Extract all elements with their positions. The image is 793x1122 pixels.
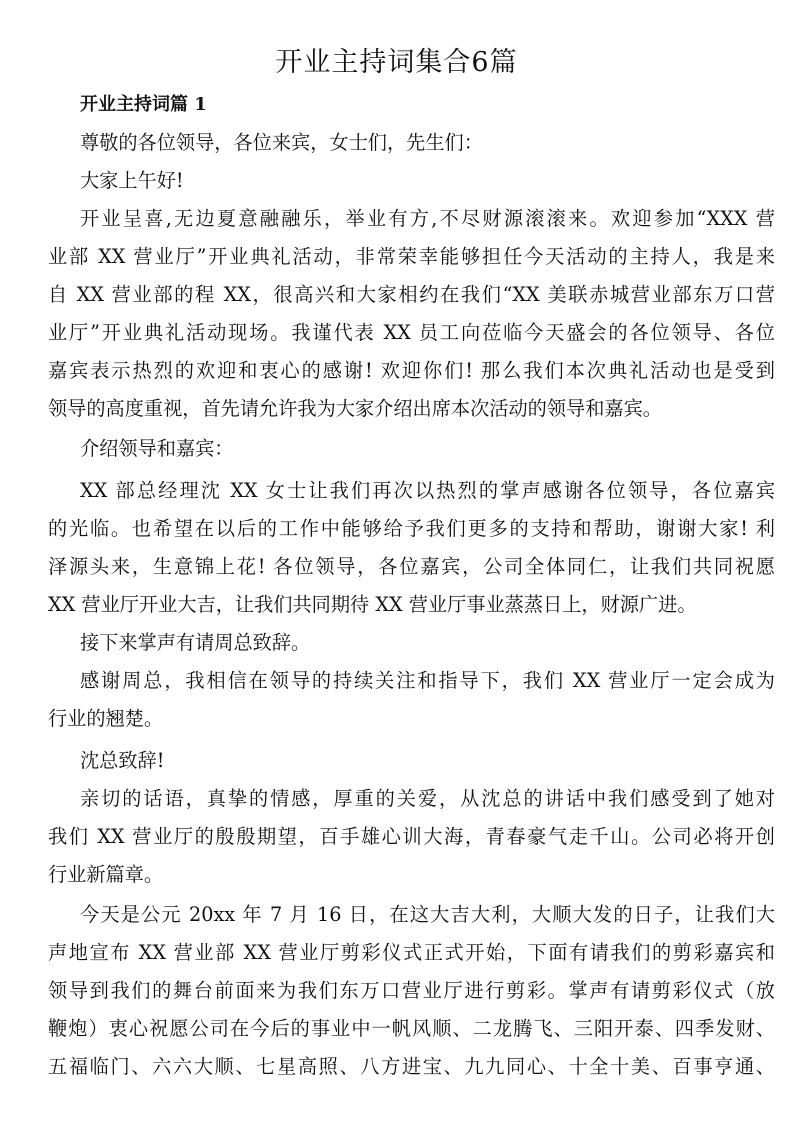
text-line: 沈总致辞! <box>80 749 165 772</box>
document-title: 开业主持词集合6篇 <box>275 47 518 79</box>
text-line: 业厅”开业典礼活动现场。我谨代表 XX 员工向莅临今天盛会的各位领导、各位 <box>48 321 775 344</box>
text-line: 接下来掌声有请周总致辞。 <box>80 631 311 654</box>
text-line: 亲切的话语，真挚的情感，厚重的关爱，从沈总的讲话中我们感受到了她对 <box>80 787 775 810</box>
text-line: 今天是公元 20xx 年 7 月 16 日，在这大吉大利，大顺大发的日子，让我们大 <box>80 903 775 926</box>
text-line: XX 部总经理沈 XX 女士让我们再次以热烈的掌声感谢各位领导，各位嘉宾 <box>80 479 775 502</box>
text-line: 行业新篇章。 <box>48 863 164 886</box>
text-line: 五福临门、六六大顺、七星高照、八方进宝、九九同心、十全十美、百事亨通、 <box>48 1055 775 1078</box>
text-line: 的光临。也希望在以后的工作中能够给予我们更多的支持和帮助，谢谢大家! 利 <box>48 517 775 540</box>
text-line: 感谢周总，我相信在领导的持续关注和指导下，我们 XX 营业厅一定会成为 <box>80 669 775 692</box>
text-line: 领导的高度重视，首先请允许我为大家介绍出席本次活动的领导和嘉宾。 <box>48 397 662 420</box>
text-line: 大家上午好! <box>80 169 184 192</box>
text-line: 尊敬的各位领导，各位来宾，女士们，先生们： <box>80 131 483 154</box>
text-line: 介绍领导和嘉宾： <box>80 437 234 460</box>
section-heading: 开业主持词篇 1 <box>80 94 207 115</box>
text-line: 我们 XX 营业厅的殷殷期望，百手雄心训大海，青春豪气走千山。公司必将开创 <box>48 825 775 848</box>
text-line: XX 营业厅开业大吉，让我们共同期待 XX 营业厅事业蒸蒸日上，财源广进。 <box>48 593 697 616</box>
text-line: 泽源头来，生意锦上花! 各位领导，各位嘉宾，公司全体同仁，让我们共同祝愿 <box>48 555 775 578</box>
text-line: 领导到我们的舞台前面来为我们东万口营业厅进行剪彩。掌声有请剪彩仪式（放 <box>48 979 775 1002</box>
text-line: 开业呈喜,无边夏意融融乐，举业有方,不尽财源滚滚来。欢迎参加“XXX 营 <box>80 207 775 230</box>
text-line: 鞭炮）衷心祝愿公司在今后的事业中一帆风顺、二龙腾飞、三阳开泰、四季发财、 <box>48 1017 775 1040</box>
text-line: 业部 XX 营业厅”开业典礼活动，非常荣幸能够担任今天活动的主持人，我是来 <box>48 245 775 268</box>
text-line: 行业的翘楚。 <box>48 707 164 730</box>
text-line: 声地宣布 XX 营业部 XX 营业厅剪彩仪式正式开始，下面有请我们的剪彩嘉宾和 <box>48 941 775 964</box>
text-line: 嘉宾表示热烈的欢迎和衷心的感谢! 欢迎你们! 那么我们本次典礼活动也是受到 <box>48 359 775 382</box>
text-line: 自 XX 营业部的程 XX，很高兴和大家相约在我们“XX 美联赤城营业部东万口营 <box>48 283 775 306</box>
